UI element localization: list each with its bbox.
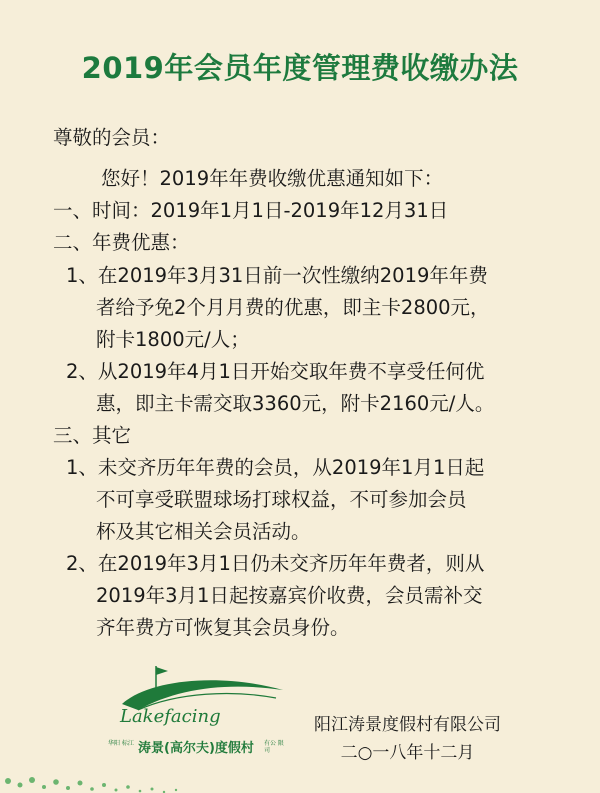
other-item-2-line-2: 2019年3月1日起按嘉宾价收费，会员需补交 xyxy=(96,584,483,607)
logo-small-left: 华阳 标江 xyxy=(108,740,134,747)
logo-script-text: Lakefacing xyxy=(120,706,221,727)
discount-item-1-line-3: 附卡1800元/人； xyxy=(96,328,250,351)
other-item-1-line-2: 不可享受联盟球场打球权益，不可参加会员 xyxy=(96,488,467,511)
greeting: 尊敬的会员： xyxy=(53,126,171,149)
section-discount-heading: 二、年费优惠： xyxy=(53,231,190,254)
discount-item-2-line-2: 惠，即主卡需交取3360元，附卡2160元/人。 xyxy=(96,392,495,415)
section-other-heading: 三、其它 xyxy=(53,424,132,447)
decorative-dot-strip xyxy=(0,771,600,793)
discount-item-2-line-1: 2、从2019年4月1日开始交取年费不享受任何优 xyxy=(66,360,485,383)
logo-small-right: 有公 限司 xyxy=(264,740,284,754)
other-item-1-line-3: 杯及其它相关会员活动。 xyxy=(96,520,311,543)
logo-name: 涛景(高尔夫)度假村 xyxy=(138,741,254,756)
section-time: 一、时间：2019年1月1日-2019年12月31日 xyxy=(53,199,449,222)
intro-line: 您好！2019年年费收缴优惠通知如下： xyxy=(101,167,444,190)
other-item-2-line-3: 齐年费方可恢复其会员身份。 xyxy=(96,616,350,639)
resort-logo xyxy=(108,660,288,760)
discount-item-1-line-2: 者给予免2个月月费的优惠，即主卡2800元， xyxy=(96,296,490,319)
other-item-1-line-1: 1、未交齐历年年费的会员，从2019年1月1日起 xyxy=(66,456,485,479)
company-name: 阳江涛景度假村有限公司 xyxy=(314,715,501,735)
discount-item-1-line-1: 1、在2019年3月31日前一次性缴纳2019年年费 xyxy=(66,264,488,287)
other-item-2-line-1: 2、在2019年3月1日仍未交齐历年年费者，则从 xyxy=(66,552,485,575)
issue-date: 二○一八年十二月 xyxy=(340,743,475,763)
document-title: 2019年会员年度管理费收缴办法 xyxy=(81,51,519,85)
